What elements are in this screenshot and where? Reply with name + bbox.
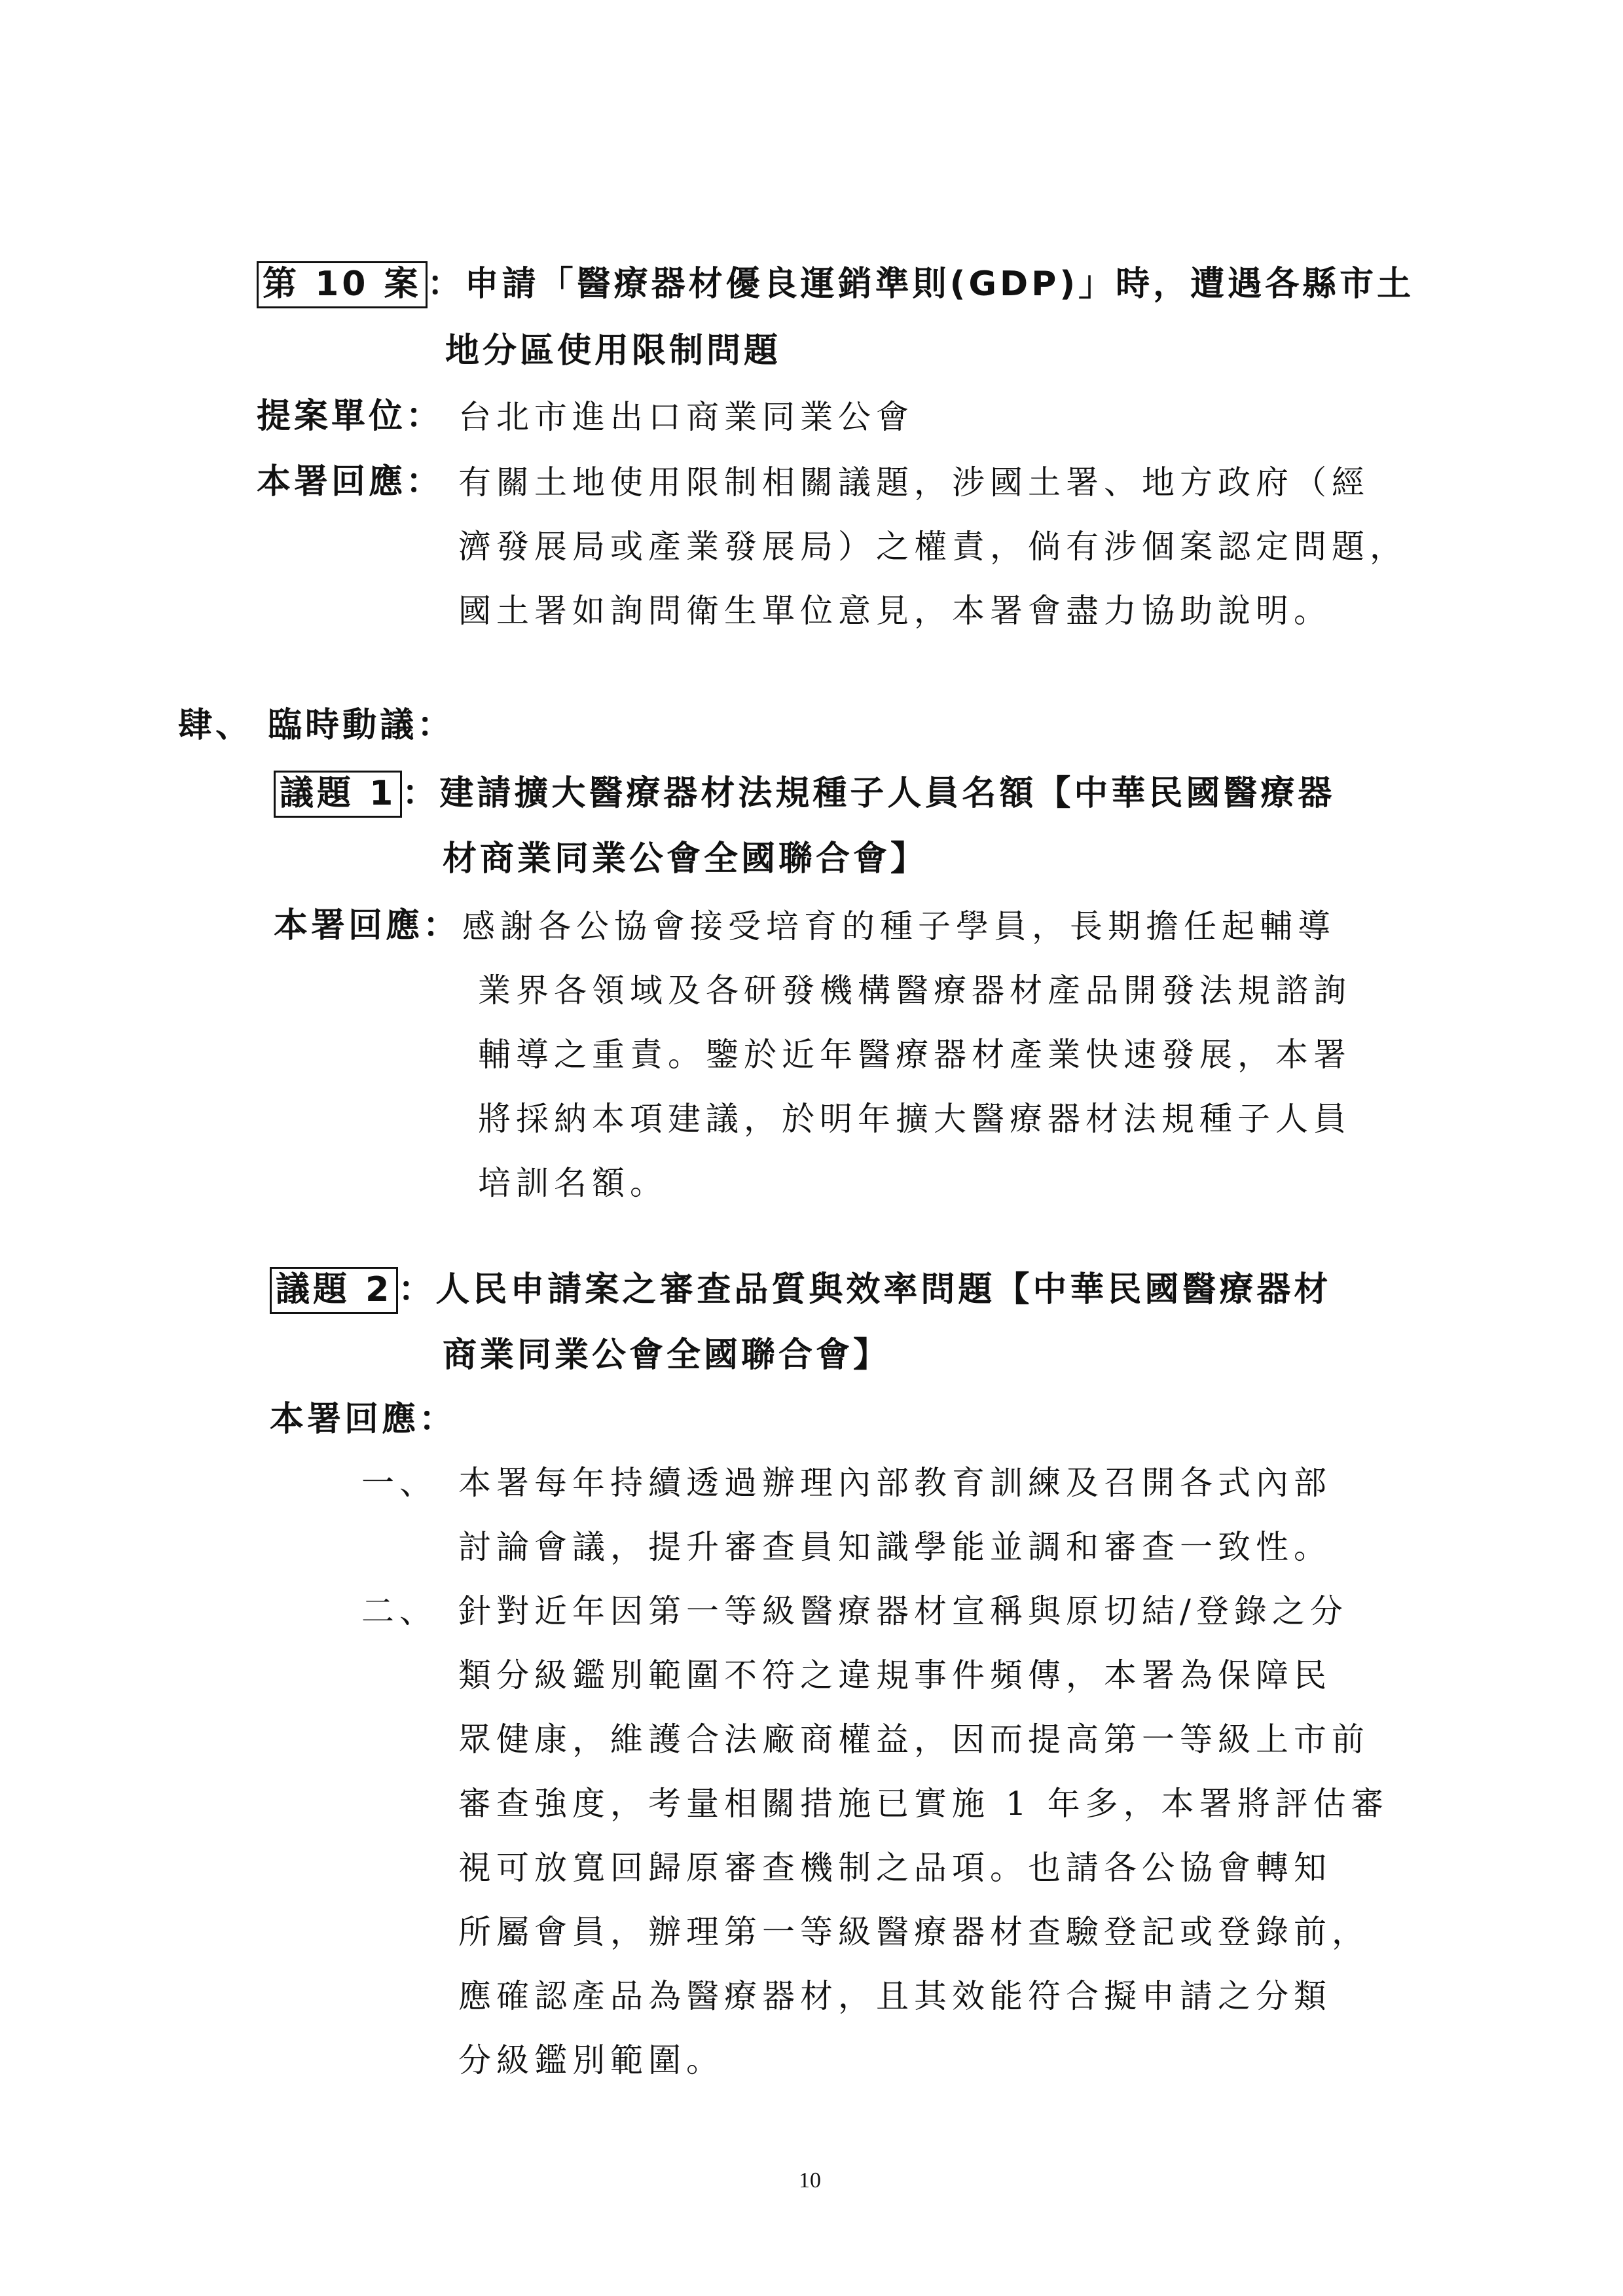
topic-2-item-2-line-6: 所屬會員，辦理第一等級醫療器材查驗登記或登錄前， — [458, 1913, 1370, 1951]
case-10-reply-label: 本署回應： — [257, 462, 444, 501]
case-10-reply-line-1: 有關土地使用限制相關議題，涉國土署、地方政府（經 — [458, 464, 1370, 501]
topic-2-item-1-line-1: 本署每年持續透過辦理內部教育訓練及召開各式內部 — [458, 1464, 1332, 1502]
case-10-title-line-1 — [257, 264, 1415, 304]
topic-1-title-line-1 — [274, 776, 1335, 811]
topic-1-reply-line-2: 業界各領域及各研發機構醫療器材產品開發法規諮詢 — [478, 972, 1351, 1010]
topic-1-sep: ： — [402, 774, 440, 813]
topic-1-tag: 議題 1 — [274, 771, 402, 818]
topic-2-item-2-line-5: 視可放寬回歸原審查機制之品項。也請各公協會轉知 — [458, 1849, 1332, 1887]
case-10-title-text-1: 申請「醫療器材優良運銷準則(GDP)」時，遭遇各縣市土 — [464, 264, 1415, 304]
case-10-tag: 第 10 案 — [257, 261, 428, 308]
topic-1-reply-line-4: 將採納本項建議，於明年擴大醫療器材法規種子人員 — [478, 1100, 1351, 1138]
case-10-reply-line-2: 濟發展局或產業發展局）之權責，倘有涉個案認定問題， — [458, 528, 1408, 566]
topic-2-title-line-1 — [270, 1270, 1332, 1309]
topic-2-item-1-line-2: 討論會議，提升審查員知識學能並調和審查一致性。 — [458, 1528, 1332, 1566]
topic-2-item-2-marker: 二、 — [361, 1592, 437, 1630]
page-number: 10 — [799, 2168, 821, 2193]
topic-2-item-2-line-4: 審查強度，考量相關措施已實施 1 年多，本署將評估審 — [458, 1785, 1389, 1823]
case-10-sep: ： — [427, 264, 465, 304]
topic-1-reply-line-1: 感謝各公協會接受培育的種子學員，長期擔任起輔導 — [462, 907, 1336, 945]
topic-1-title-line-2: 材商業同業公會全國聯合會】 — [443, 839, 928, 879]
topic-2-reply-label: 本署回應： — [270, 1400, 457, 1439]
topic-2-item-2-line-8: 分級鑑別範圍。 — [458, 2041, 724, 2079]
case-10-proposer-value: 台北市進出口商業同業公會 — [458, 398, 914, 436]
topic-1-title-text-1: 建請擴大醫療器材法規種子人員名額【中華民國醫療器 — [439, 774, 1336, 813]
topic-2-item-2-line-7: 應確認產品為醫療器材，且其效能符合擬申請之分類 — [458, 1977, 1332, 2015]
section-heading: 肆、 臨時動議： — [178, 706, 455, 745]
topic-2-title-text-1: 人民申請案之審查品質與效率問題【中華民國醫療器材 — [435, 1270, 1332, 1309]
topic-2-title-line-2: 商業同業公會全國聯合會】 — [443, 1336, 891, 1375]
topic-2-tag: 議題 2 — [270, 1267, 398, 1314]
case-10-proposer-label: 提案單位： — [257, 397, 444, 436]
topic-2-sep: ： — [398, 1270, 436, 1309]
topic-1-reply-label: 本署回應： — [274, 906, 461, 945]
topic-2-item-1-marker: 一、 — [361, 1464, 437, 1502]
case-10-title-line-2: 地分區使用限制問題 — [445, 331, 782, 371]
topic-1-reply-line-5: 培訓名額。 — [478, 1164, 668, 1202]
topic-1-reply-line-3: 輔導之重責。鑒於近年醫療器材產業快速發展，本署 — [478, 1036, 1351, 1074]
topic-2-item-2-line-1: 針對近年因第一等級醫療器材宣稱與原切結/登錄之分 — [458, 1592, 1348, 1630]
case-10-reply-line-3: 國土署如詢問衛生單位意見，本署會盡力協助說明。 — [458, 592, 1332, 630]
topic-2-item-2-line-2: 類分級鑑別範圍不符之違規事件頻傳，本署為保障民 — [458, 1656, 1332, 1694]
topic-2-item-2-line-3: 眾健康，維護合法廠商權益，因而提高第一等級上市前 — [458, 1721, 1370, 1758]
